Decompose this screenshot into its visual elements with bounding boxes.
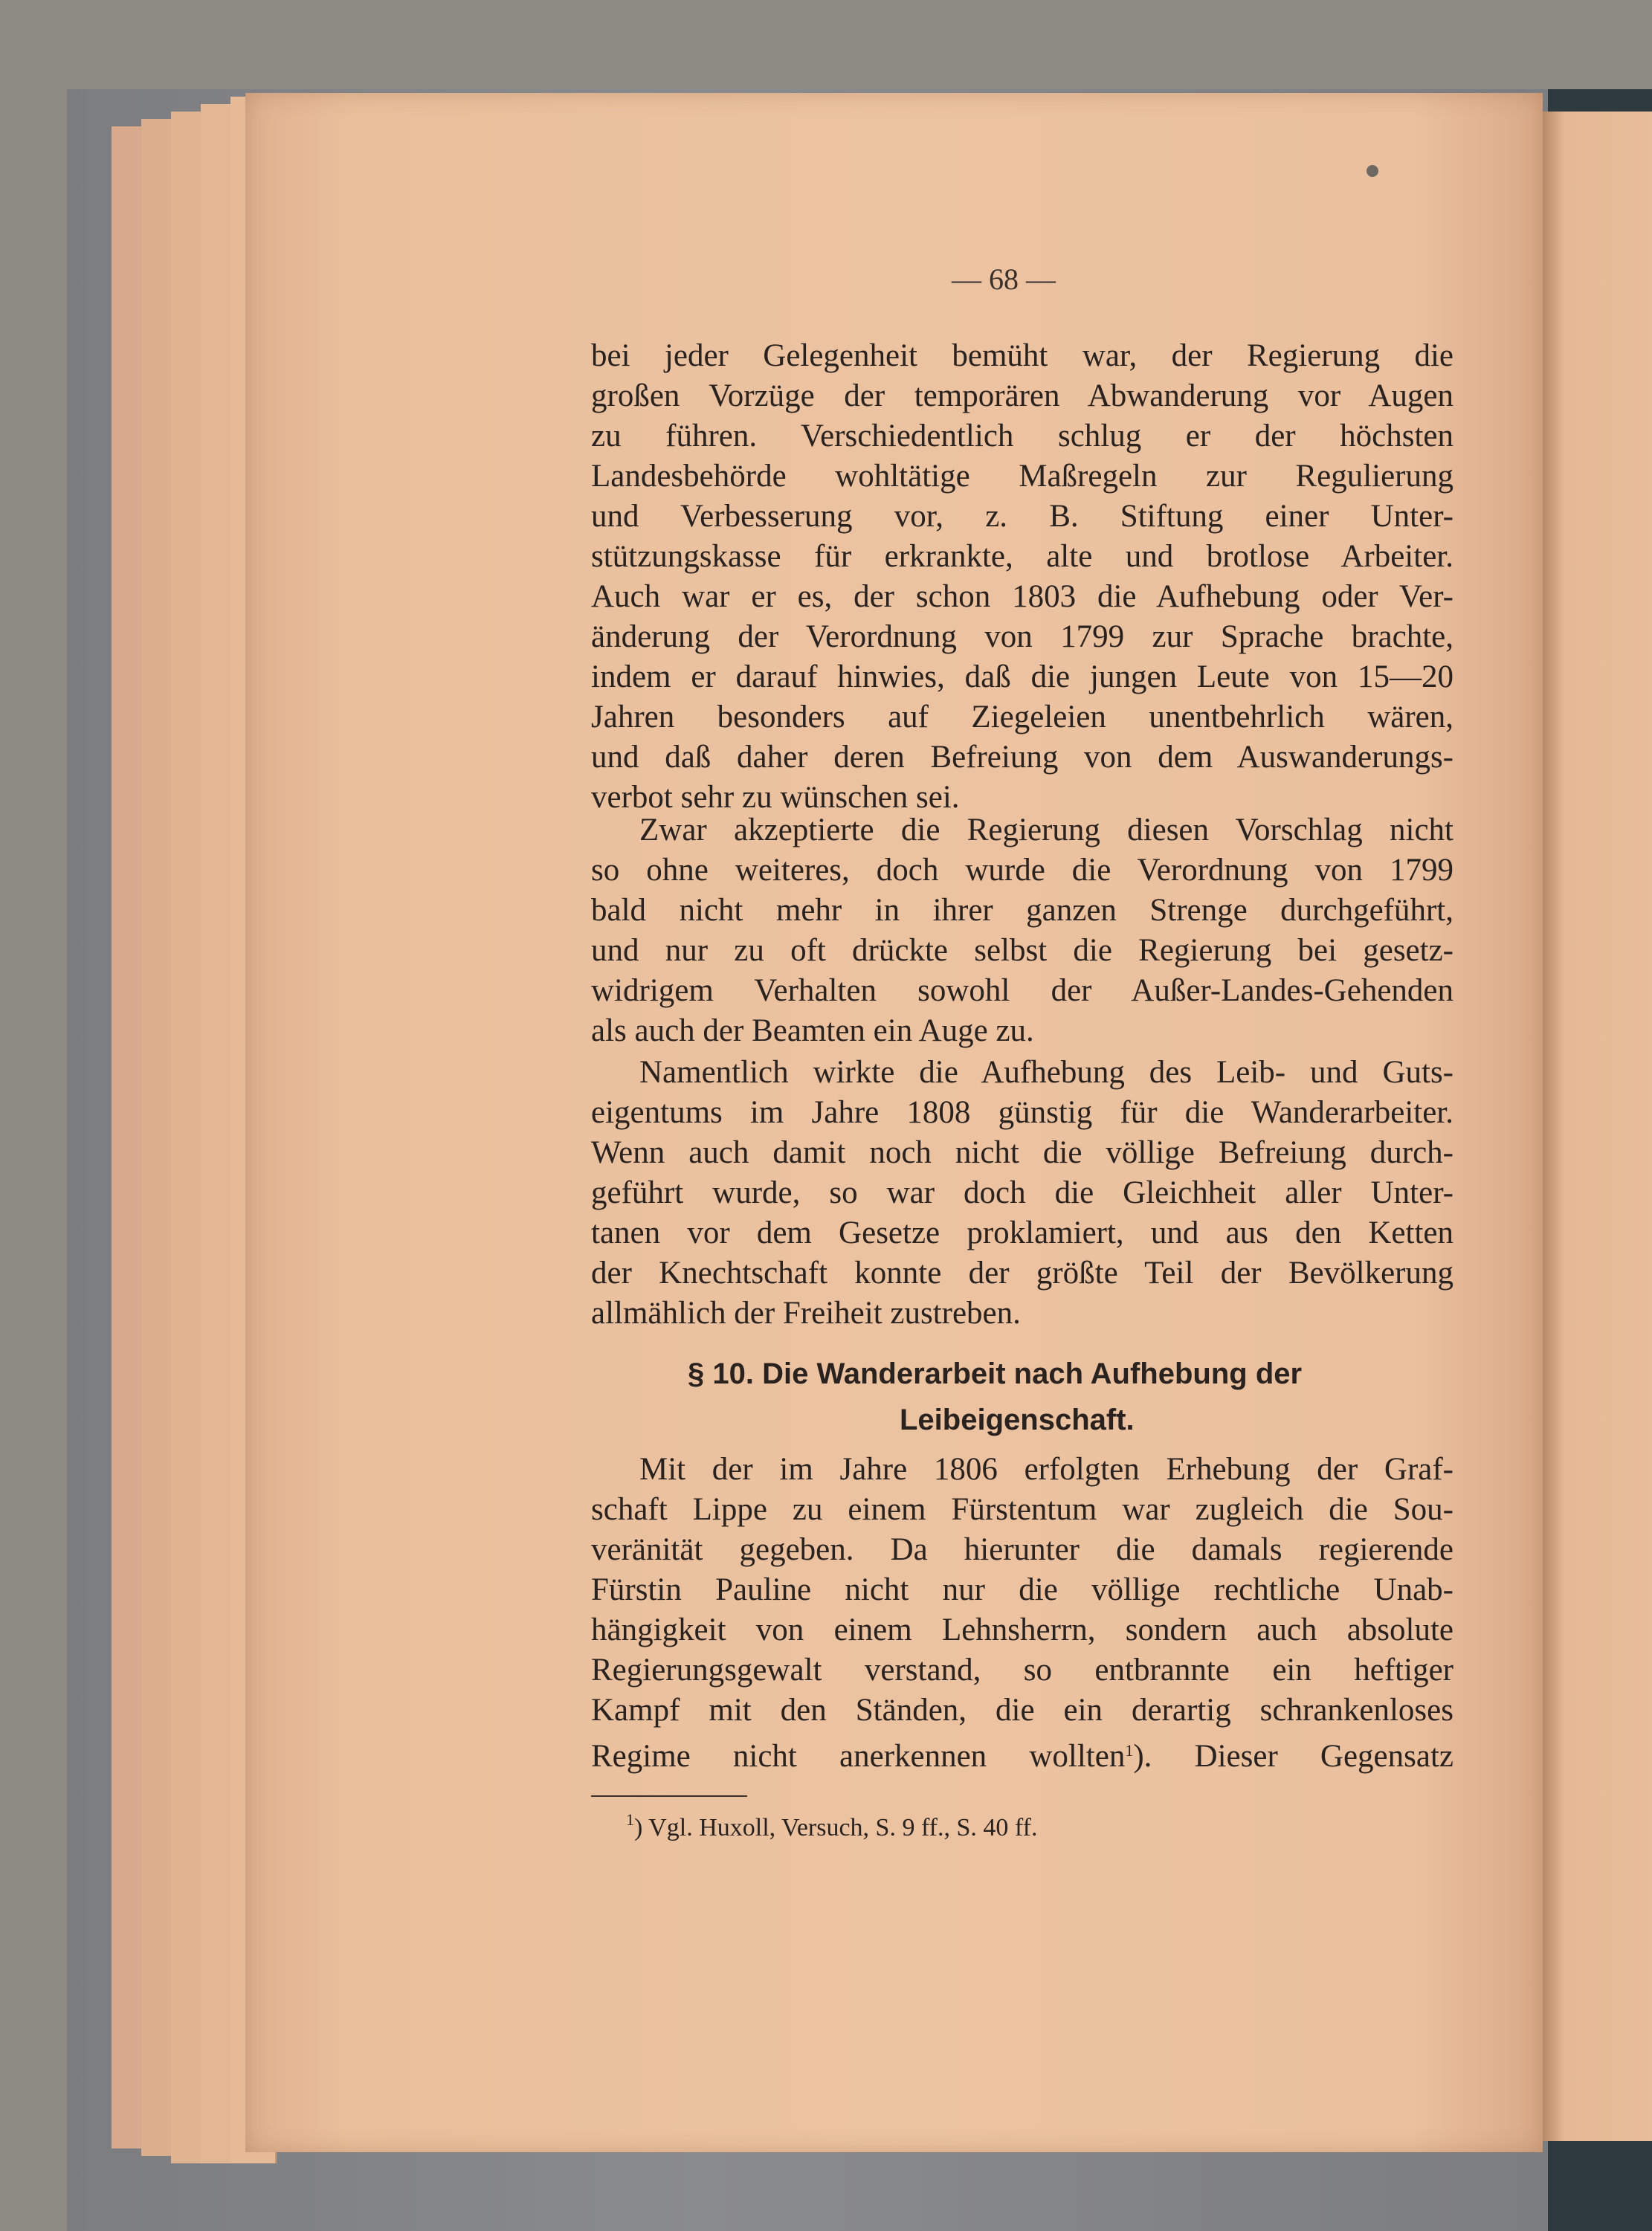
text-line: stützungskasse für erkrankte, alte und brotlose Arbeiter. <box>591 539 1453 574</box>
text-line <box>591 1731 1453 1777</box>
text-line: widrigem Verhalten sowohl der Außer-Landes-Gehenden <box>591 973 1453 1008</box>
section-heading: § 10. Die Wanderarbeit nach Aufhebung der <box>688 1357 1303 1390</box>
text-line: und nur zu oft drückte selbst die Regierung bei gesetz- <box>591 933 1453 968</box>
footnote-mark: 1 <box>626 1810 634 1829</box>
footnote-rule <box>591 1795 747 1797</box>
footnote-text: ) Vgl. Huxoll, Versuch, S. 9 ff., S. 40 ff. <box>634 1814 1038 1841</box>
text-line: verbot sehr zu wünschen sei. <box>591 780 960 815</box>
text-line: und daß daher deren Befreiung von dem Auswanderungs- <box>591 740 1453 775</box>
text-line: hängigkeit von einem Lehnsherrn, sondern auch absolute <box>591 1612 1453 1647</box>
footnote-reference: 1 <box>1125 1741 1134 1760</box>
text-line: bei jeder Gelegenheit bemüht war, der Regierung die <box>591 338 1453 373</box>
footnote <box>626 1810 1037 1842</box>
text-line: änderung der Verordnung von 1799 zur Sprache brachte, <box>591 619 1453 654</box>
text-line: Kampf mit den Ständen, die ein derartig schrankenloses <box>591 1693 1453 1728</box>
text-fragment: Regime nicht anerkennen wollten <box>591 1739 1126 1774</box>
text-line: eigentums im Jahre 1808 günstig für die Wanderarbeiter. <box>591 1095 1453 1130</box>
text-line: Auch war er es, der schon 1803 die Aufhebung oder Ver- <box>591 579 1453 614</box>
text-line: so ohne weiteres, doch wurde die Verordnung von 1799 <box>591 853 1453 888</box>
text-line: Jahren besonders auf Ziegeleien unentbehrlich wären, <box>591 700 1453 734</box>
text-line: Landesbehörde wohltätige Maßregeln zur Regulierung <box>591 459 1453 494</box>
text-line: Namentlich wirkte die Aufhebung des Leib- und Guts- <box>639 1055 1453 1090</box>
text-line: und Verbesserung vor, z. B. Stiftung einer Unter- <box>591 499 1453 534</box>
text-line: schaft Lippe zu einem Fürstentum war zugleich die Sou- <box>591 1492 1453 1527</box>
text-line: großen Vorzüge der temporären Abwanderung vor Augen <box>591 378 1453 413</box>
text-line: geführt wurde, so war doch die Gleichheit aller Unter- <box>591 1175 1453 1210</box>
text-line: Fürstin Pauline nicht nur die völlige rechtliche Unab- <box>591 1572 1453 1607</box>
text-fragment: ). Dieser Gegensatz <box>1133 1739 1453 1774</box>
text-line: Zwar akzeptierte die Regierung diesen Vorschlag nicht <box>639 813 1453 847</box>
text-line: der Knechtschaft konnte der größte Teil der Bevölkerung <box>591 1256 1453 1291</box>
text-line: zu führen. Verschiedentlich schlug er der höchsten <box>591 419 1453 453</box>
text-line: indem er darauf hinwies, daß die jungen Leute von 15—20 <box>591 659 1453 694</box>
text-line: tanen vor dem Gesetze proklamiert, und aus den Ketten <box>591 1215 1453 1250</box>
text-line: Wenn auch damit noch nicht die völlige Befreiung durch- <box>591 1135 1453 1170</box>
text-line: veränität gegeben. Da hierunter die damals regierende <box>591 1532 1453 1567</box>
binding-hole <box>1367 165 1378 177</box>
next-page-edge <box>1543 112 1652 2141</box>
text-line: allmählich der Freiheit zustreben. <box>591 1296 1021 1331</box>
page-number: — 68 — <box>952 262 1056 296</box>
text-line: bald nicht mehr in ihrer ganzen Strenge durchgeführt, <box>591 893 1453 928</box>
text-line: als auch der Beamten ein Auge zu. <box>591 1013 1034 1048</box>
text-line: Mit der im Jahre 1806 erfolgten Erhebung der Graf- <box>639 1452 1453 1487</box>
section-heading-continued: Leibeigenschaft. <box>900 1404 1135 1436</box>
text-line: Regierungsgewalt verstand, so entbrannte ein heftiger <box>591 1653 1453 1688</box>
